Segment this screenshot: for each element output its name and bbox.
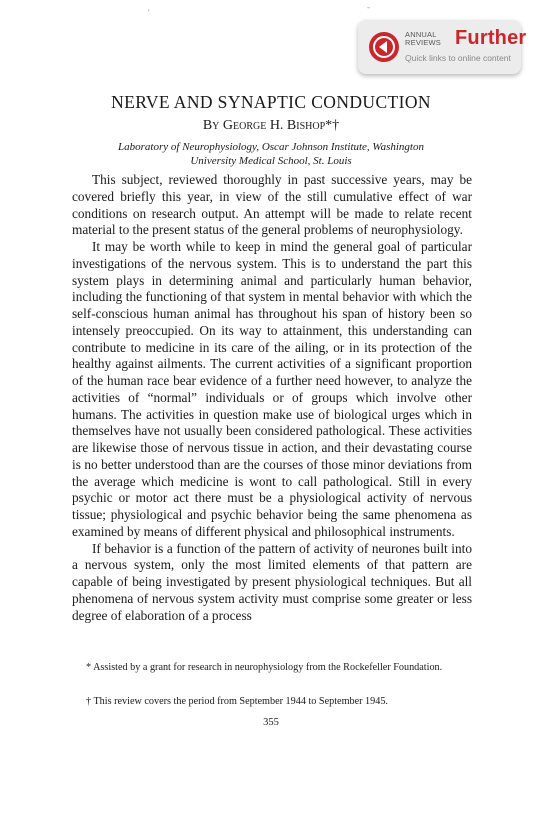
body-paragraph: This subject, reviewed thoroughly in past successive years, may be covered briefly this year, in view of the still cumulative effect of war conditions on research output. An attempt will be made to relate recent material to the present status of the general problems of neurophysiology. [72,172,472,238]
stray-mark: - [367,2,370,12]
further-badge[interactable] [358,20,527,74]
affiliation-line: Laboratory of Neurophysiology, Oscar Johnson Institute, Washington [118,141,424,153]
footnote [72,661,472,674]
byline-prefix: By [202,118,220,133]
author-footnote-marks: *† [325,118,340,133]
article-title: NERVE AND SYNAPTIC CONDUCTION [111,92,431,112]
body-paragraph: It may be worth while to keep in mind the general goal of particular investigations of the nervous system. This is to understand the part this system plays in determining animal and particularly human behavior, including the functioning of that system in mental behavior with which the self-conscious human animal has throughout his span of history been so intensely preoccupied. On its way to attainment, this understanding can contribute to medicine in its care of the ailing, or in its protection of the healthy against ailments. The current activities of a significant proportion of the human race bear evidence of a further need however, to analyze the activities of “normal” individuals or of groups which involve other humans. The activities in question make use of biological urges which in themselves have not usually been considered pathological. These activities are likewise those of nervous tissue in action, and their devastating course is no better understood than are the courses of those minor deviations from the average which medicine is wont to call pathological. Still in every psychic or motor act there must be a physiological activity of nervous tissue; physiological and psychic behavior being the same phenomena as examined by means of different physical and philosophical instruments. [72,239,472,539]
article-body [72,172,472,624]
page-number: 355 [263,717,279,728]
footnote-text: † This review covers the period from September 1944 to September 1945. [86,696,388,707]
annual-reviews-logo-icon [369,32,399,62]
body-paragraph: If behavior is a function of the pattern of activity of neurones built into a nervous system, only the most limited elements of that pattern are capable of being investigated by present physiological techniques. But all phenomena of nervous system activity must comprise some greater or less degree of elaboration of a process [72,540,472,623]
badge-reviews-text: REVIEWS [405,38,441,47]
footnote [72,695,472,708]
footnote-text: * Assisted by a grant for research in neurophysiology from the Rockefeller Foundation. [86,662,443,673]
stray-mark: ' [148,8,150,18]
affiliation-line: University Medical School, St. Louis [190,155,352,167]
badge-annual-text: ANNUAL [405,30,437,39]
affiliation [0,140,542,168]
badge-subtitle: Quick links to online content [405,53,511,63]
byline [0,118,542,134]
author-name: George H. Bishop [222,118,326,133]
badge-further-label[interactable]: Further [455,27,527,49]
